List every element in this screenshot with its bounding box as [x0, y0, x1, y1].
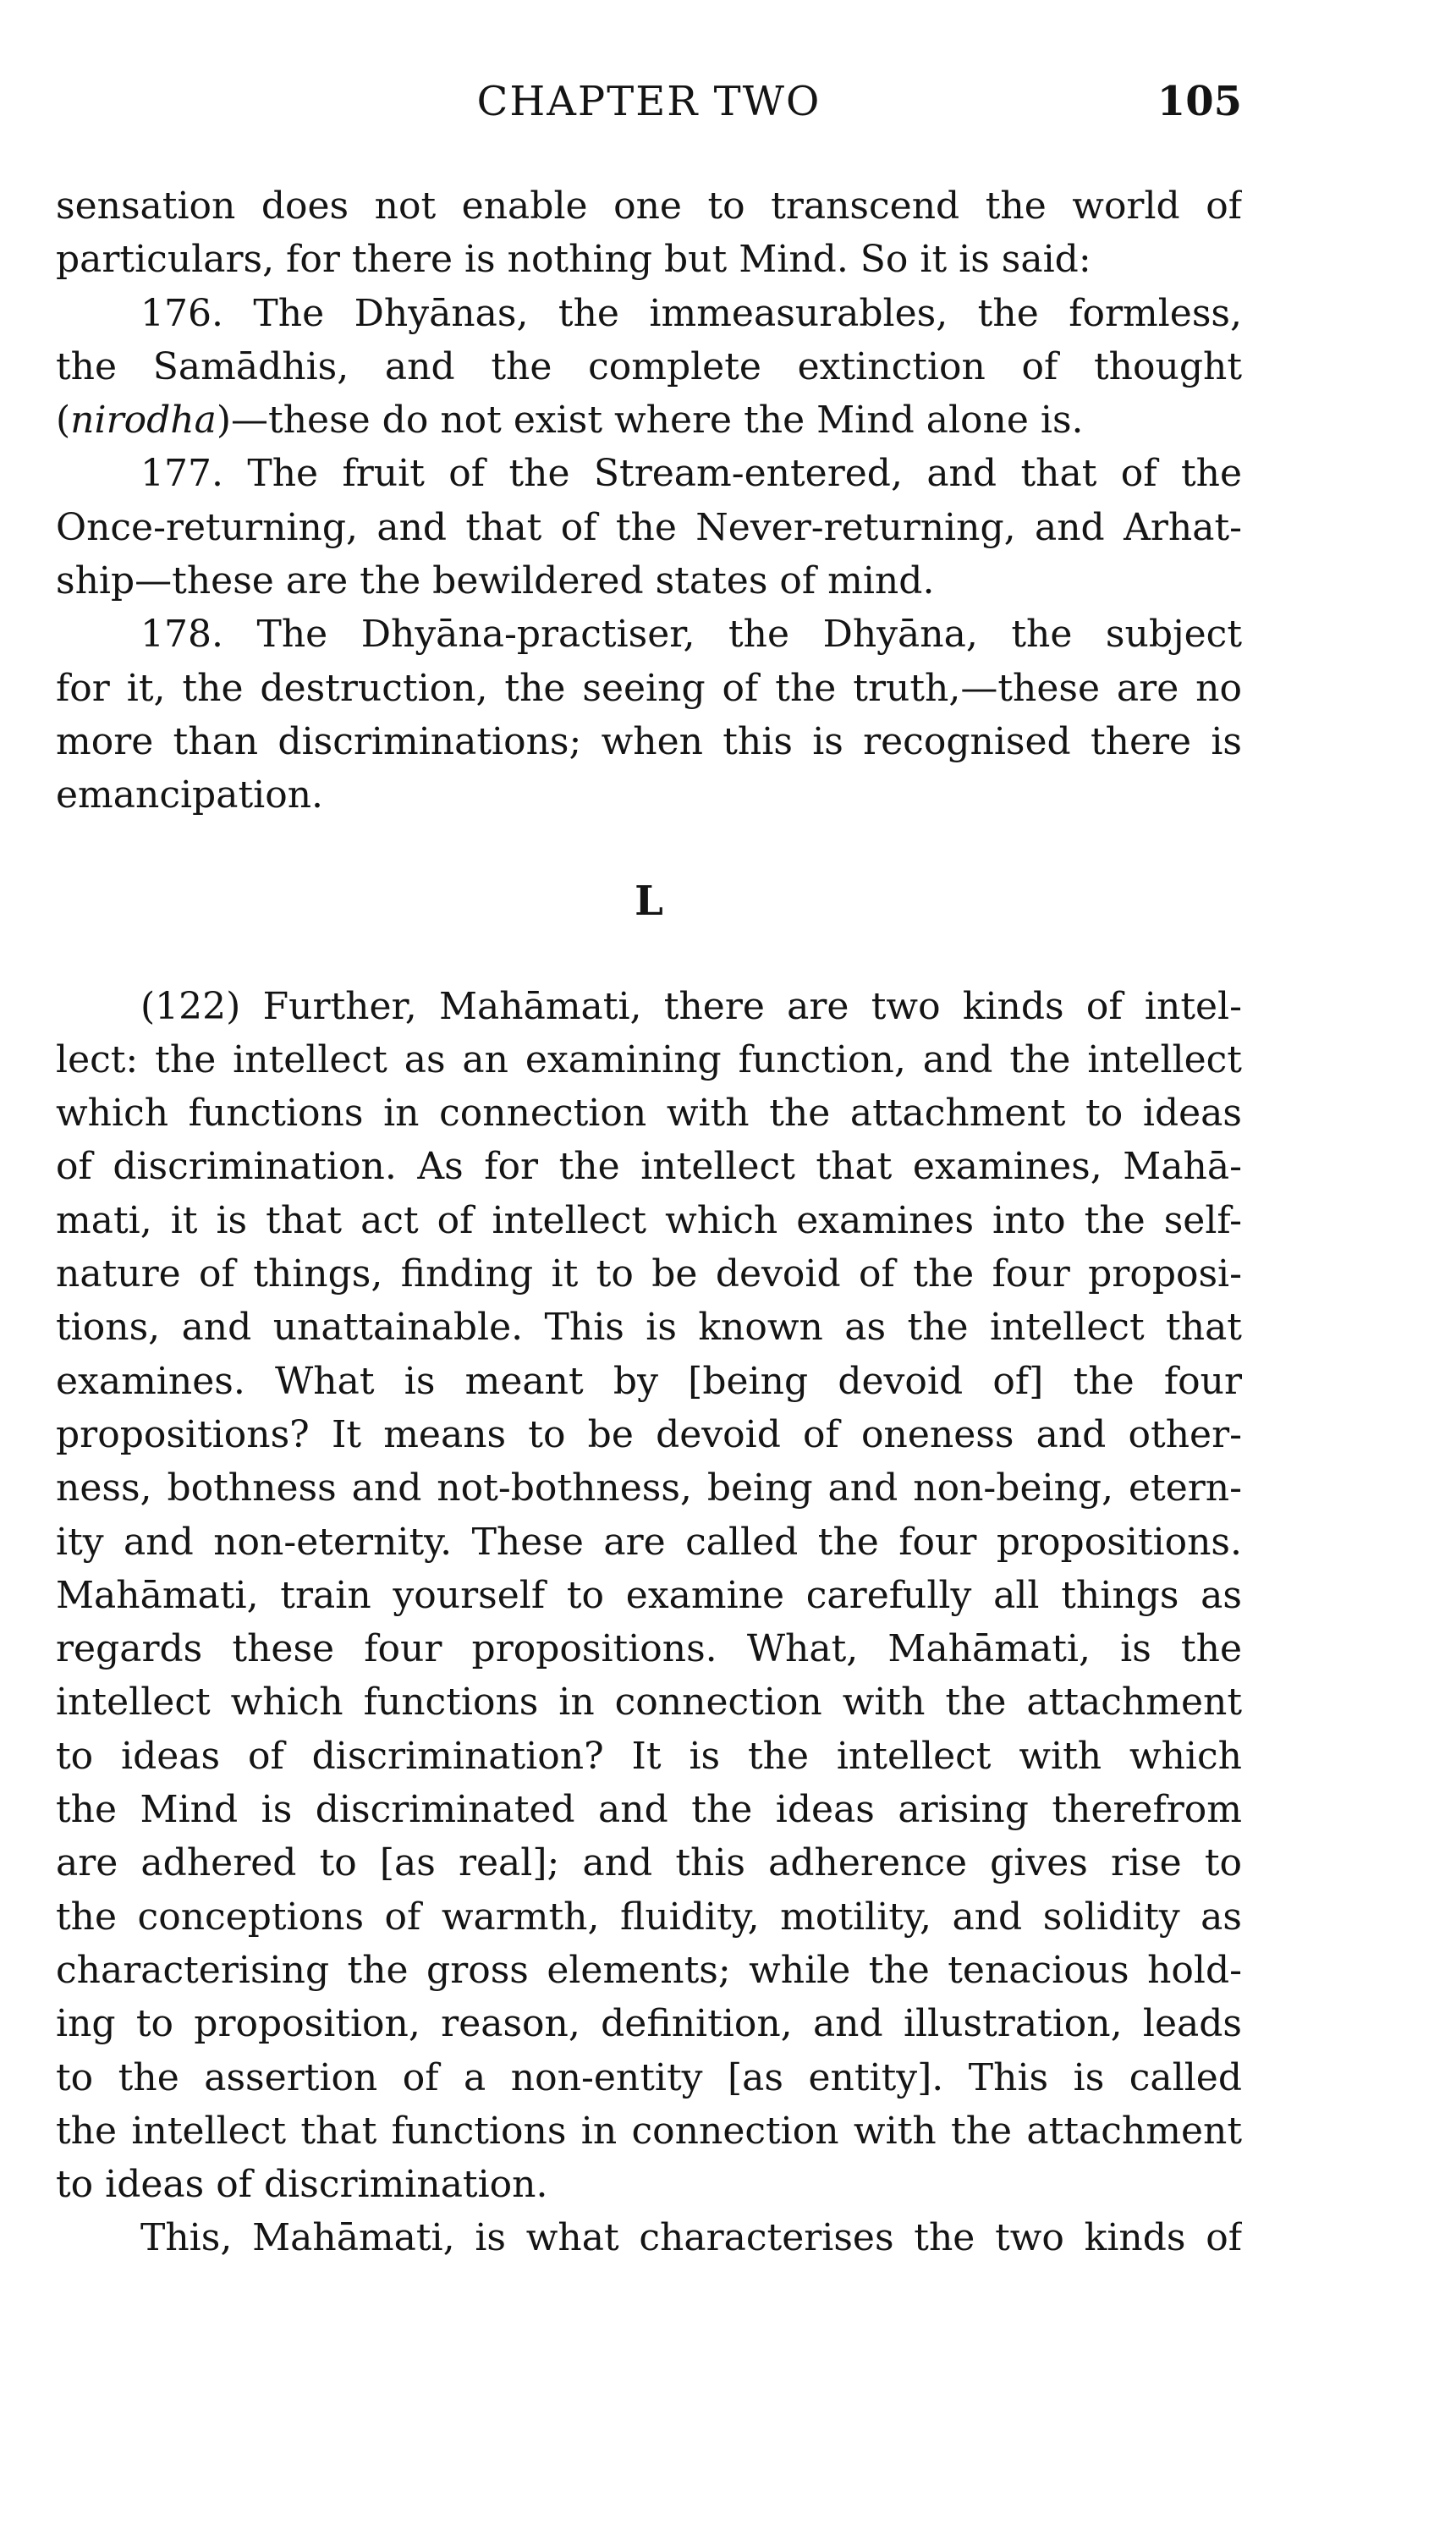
text-line: ity and non-eternity. These are called the four propositions.: [56, 1520, 1242, 1564]
text-line: the intellect that functions in connection with the attachment: [56, 2109, 1242, 2153]
text-line: mati, it is that act of intellect which examines into the self-: [56, 1198, 1242, 1242]
text-line: are adhered to [as real]; and this adherence gives rise to: [56, 1841, 1242, 1885]
text-line: nature of things, finding it to be devoid of the four proposi-: [56, 1252, 1242, 1296]
paragraph-122-line: (122) Further, Mahāmati, there are two kinds of intel-: [140, 984, 1242, 1028]
text-line: lect: the intellect as an examining function, and the intellect: [56, 1037, 1242, 1081]
verse-178-line: 178. The Dhyāna-practiser, the Dhyāna, the subject: [140, 613, 1242, 657]
text-line: the Mind is discriminated and the ideas arising therefrom: [56, 1788, 1242, 1832]
text-line: ing to proposition, reason, definition, and illustration, leads: [56, 2002, 1242, 2046]
text-line: Mahāmati, train yourself to examine carefully all things as: [56, 1573, 1242, 1617]
text-line: Once-returning, and that of the Never-returning, and Arhat-: [56, 505, 1242, 549]
text-line: ness, bothness and not-bothness, being and non-being, etern-: [56, 1466, 1242, 1510]
text-line: propositions? It means to be devoid of oneness and other-: [56, 1412, 1242, 1456]
text-line: intellect which functions in connection with the attachment: [56, 1681, 1242, 1725]
italic-term: nirodha: [70, 399, 217, 443]
text-line: the conceptions of warmth, fluidity, motility, and solidity as: [56, 1895, 1242, 1939]
text-line: more than discriminations; when this is recognised there is: [56, 719, 1242, 763]
running-head: CHAPTER TWO: [476, 78, 821, 125]
text-line: sensation does not enable one to transcend the world of: [56, 184, 1242, 228]
text-line: of discrimination. As for the intellect that examines, Mahā-: [56, 1145, 1242, 1189]
text-line: tions, and unattainable. This is known as the intellect that: [56, 1306, 1242, 1350]
page-header: [56, 78, 1242, 137]
text-line-italic-term: (nirodha)—these do not exist where the Mind alone is.: [56, 399, 1084, 443]
text-line-rest: )—these do not exist where the Mind alone is.: [216, 399, 1084, 443]
page-number: 105: [1157, 78, 1242, 125]
text-line: ship—these are the bewildered states of mind.: [56, 559, 935, 603]
text-line: characterising the gross elements; while the tenacious hold-: [56, 1948, 1242, 1992]
text-line: to ideas of discrimination.: [56, 2163, 548, 2207]
text-line: particulars, for there is nothing but Mind. So it is said:: [56, 238, 1091, 282]
text-line: examines. What is meant by [being devoid of] the four: [56, 1359, 1242, 1403]
text-line: for it, the destruction, the seeing of the truth,—these are no: [56, 666, 1242, 710]
text-line: This, Mahāmati, is what characterises the two kinds of: [140, 2216, 1242, 2260]
verse-177-line: 177. The fruit of the Stream-entered, and that of the: [140, 452, 1242, 496]
body-text: [56, 179, 1242, 2265]
text-line: which functions in connection with the attachment to ideas: [56, 1092, 1242, 1136]
verse-176-line: 176. The Dhyānas, the immeasurables, the formless,: [140, 291, 1242, 335]
section-heading: L: [635, 877, 663, 925]
text-line: to ideas of discrimination? It is the intellect with which: [56, 1734, 1242, 1778]
text-line: regards these four propositions. What, Mahāmati, is the: [56, 1627, 1242, 1671]
text-line: to the assertion of a non-entity [as entity]. This is called: [56, 2055, 1242, 2099]
text-line: emancipation.: [56, 773, 324, 817]
text-line: the Samādhis, and the complete extinction of thought: [56, 344, 1242, 388]
